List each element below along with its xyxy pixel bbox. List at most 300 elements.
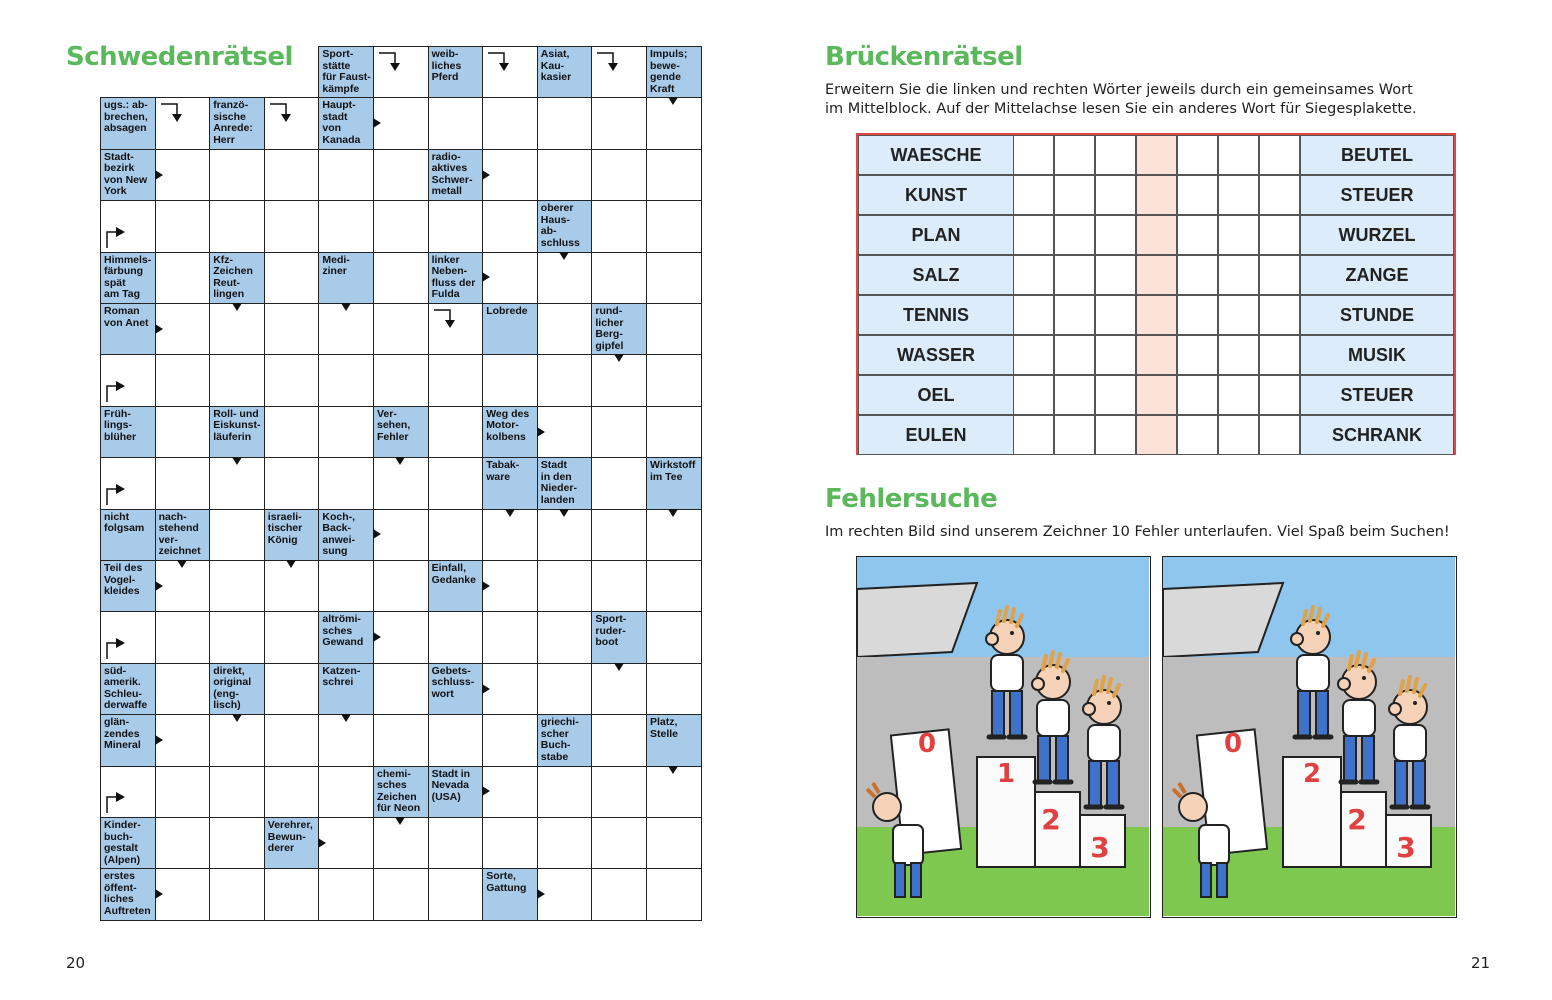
answer-cell[interactable] [373, 252, 429, 305]
bridge-answer-cell[interactable] [1218, 375, 1259, 415]
answer-cell[interactable] [537, 766, 593, 819]
answer-cell[interactable] [591, 766, 647, 819]
answer-cell[interactable] [209, 766, 265, 819]
clue-text-line: Schleu- [104, 687, 142, 700]
clue-cell [428, 149, 484, 202]
answer-cell[interactable] [646, 406, 702, 459]
bridge-answer-cell[interactable] [1218, 335, 1259, 375]
answer-cell[interactable] [373, 560, 429, 613]
clue-text-line: von New [104, 173, 148, 186]
clue-cell [100, 560, 156, 613]
bridge-answer-cell[interactable] [1095, 415, 1136, 455]
clue-text-line: schrei [322, 676, 354, 689]
bridge-right-word: STEUER [1300, 375, 1454, 415]
answer-cell[interactable] [318, 457, 374, 510]
bridge-answer-cell[interactable] [1054, 415, 1095, 455]
bridge-answer-cell[interactable] [1177, 215, 1218, 255]
bent-arrow-icon [104, 380, 128, 404]
answer-cell[interactable] [209, 817, 265, 870]
clue-text-line: Stadt [540, 459, 568, 472]
podium-number: 0 [1223, 729, 1243, 759]
answer-cell[interactable] [591, 149, 647, 202]
clue-cell [482, 457, 538, 510]
answer-cell[interactable] [482, 611, 538, 664]
answer-cell[interactable] [318, 200, 374, 253]
clue-cell [537, 457, 593, 510]
down-arrow-icon [558, 250, 570, 262]
bent-arrow-icon [595, 50, 619, 74]
bridge-answer-cell[interactable] [1013, 175, 1054, 215]
clue-text-line: Kraft [650, 82, 675, 95]
clue-text-line: König [267, 533, 298, 546]
clue-cell [318, 46, 374, 99]
answer-cell[interactable] [155, 817, 211, 870]
answer-cell[interactable] [155, 354, 211, 407]
answer-cell[interactable] [428, 354, 484, 407]
clue-cell [537, 200, 593, 253]
answer-cell[interactable] [155, 200, 211, 253]
answer-cell[interactable] [318, 868, 374, 921]
clue-text-line: Back- [322, 522, 351, 535]
clue-text-line: derwaffe [104, 699, 148, 712]
bent-arrow-icon [377, 50, 401, 74]
bridge-answer-cell[interactable] [1218, 135, 1259, 175]
answer-cell[interactable] [537, 354, 593, 407]
clue-text-line: Lobrede [486, 305, 528, 317]
bridge-answer-cell[interactable] [1259, 295, 1300, 335]
clue-text-line: Motor- [486, 419, 519, 432]
bent-arrow-icon [104, 791, 128, 815]
answer-cell[interactable] [591, 406, 647, 459]
bent-arrow-icon [159, 101, 183, 125]
clue-text-line: Vogel- [104, 573, 136, 586]
down-arrow-icon [394, 455, 406, 467]
answer-cell[interactable] [264, 663, 320, 716]
bridge-answer-cell[interactable] [1218, 295, 1259, 335]
bridge-answer-cell[interactable] [1054, 255, 1095, 295]
clue-text-line: in den [540, 470, 572, 483]
spot-difference-title: Fehlersuche [825, 484, 998, 514]
clue-text-line: von Anet [104, 316, 149, 329]
clue-text-line: zendes [104, 727, 140, 740]
bridge-answer-cell[interactable] [1095, 255, 1136, 295]
clue-text-line: ziner [322, 265, 347, 278]
answer-cell[interactable] [428, 97, 484, 150]
bridge-solution-cell[interactable] [1136, 415, 1177, 455]
answer-cell[interactable] [537, 611, 593, 664]
bridge-answer-cell[interactable] [1177, 335, 1218, 375]
clue-text-line: Neben- [431, 265, 468, 278]
answer-cell[interactable] [264, 611, 320, 664]
answer-cell[interactable] [428, 200, 484, 253]
bridge-answer-cell[interactable] [1177, 255, 1218, 295]
clue-text-line: Haus- [540, 213, 570, 226]
answer-cell[interactable] [482, 97, 538, 150]
down-arrow-icon [285, 558, 297, 570]
clue-text-line: stadt [322, 110, 348, 123]
clue-text-line: (USA) [431, 790, 461, 803]
answer-cell[interactable] [373, 868, 429, 921]
right-arrow-icon [480, 785, 492, 797]
answer-cell[interactable] [264, 457, 320, 510]
bridge-puzzle-title: Brückenrätsel [825, 42, 1023, 72]
bridge-solution-cell[interactable] [1136, 215, 1177, 255]
original-cartoon [856, 556, 1151, 918]
clue-text-line: anwei- [322, 533, 356, 546]
bridge-left-word: WASSER [858, 335, 1014, 375]
clue-text-line: Impuls; [650, 48, 688, 60]
bridge-right-word: STEUER [1300, 175, 1454, 215]
clue-text-line: am Tag [104, 288, 140, 301]
clue-text-line: lings- [104, 419, 132, 432]
clue-text-line: Pferd [431, 71, 459, 83]
answer-cell[interactable] [646, 303, 702, 356]
page-number-right: 21 [1471, 954, 1491, 972]
answer-cell[interactable] [591, 560, 647, 613]
clue-cell [155, 509, 211, 562]
bridge-solution-cell[interactable] [1136, 295, 1177, 335]
answer-cell[interactable] [373, 303, 429, 356]
clue-text-line: Stelle [650, 727, 679, 740]
answer-cell[interactable] [373, 354, 429, 407]
clue-text-line: landen [540, 493, 575, 506]
cartoon-illustration [1163, 557, 1455, 916]
clue-cell [100, 303, 156, 356]
bridge-answer-cell[interactable] [1259, 175, 1300, 215]
bridge-answer-cell[interactable] [1013, 135, 1054, 175]
clue-cell [428, 46, 484, 99]
bridge-solution-cell[interactable] [1136, 135, 1177, 175]
clue-text-line: Mineral [104, 739, 141, 752]
right-arrow-icon [480, 580, 492, 592]
clue-cell [100, 149, 156, 202]
answer-cell[interactable] [591, 868, 647, 921]
bridge-answer-cell[interactable] [1177, 135, 1218, 175]
crossword-title: Schwedenrätsel [66, 42, 293, 72]
answer-cell[interactable] [209, 200, 265, 253]
clue-text-line: Gebets- [431, 664, 471, 677]
clue-text-line: öffent- [104, 881, 137, 894]
answer-cell[interactable] [537, 303, 593, 356]
bridge-answer-cell[interactable] [1095, 335, 1136, 375]
answer-cell[interactable] [264, 868, 320, 921]
answer-cell[interactable] [155, 406, 211, 459]
answer-cell[interactable] [646, 611, 702, 664]
answer-cell[interactable] [482, 354, 538, 407]
bridge-right-word: ZANGE [1300, 255, 1454, 295]
bridge-answer-cell[interactable] [1259, 135, 1300, 175]
answer-cell[interactable] [428, 868, 484, 921]
answer-cell[interactable] [482, 200, 538, 253]
clue-text-line: Gattung [486, 881, 527, 894]
bridge-answer-cell[interactable] [1095, 215, 1136, 255]
answer-cell[interactable] [591, 457, 647, 510]
page-number-left: 20 [66, 954, 86, 972]
clue-text-line: fluss der [431, 276, 476, 289]
bridge-answer-cell[interactable] [1054, 215, 1095, 255]
clue-text-line: Ver- [377, 407, 397, 420]
clue-text-line: brechen, [104, 110, 148, 123]
clue-cell [209, 97, 265, 150]
bridge-answer-cell[interactable] [1218, 415, 1259, 455]
clue-text-line: tischer [267, 522, 303, 535]
answer-cell[interactable] [209, 354, 265, 407]
clue-text-line: nach- [158, 510, 187, 523]
answer-cell[interactable] [373, 714, 429, 767]
clue-text-line: Berg- [595, 328, 623, 340]
bridge-answer-cell[interactable] [1259, 415, 1300, 455]
clue-text-line: weib- [431, 48, 459, 60]
answer-cell[interactable] [646, 560, 702, 613]
bridge-left-word: PLAN [858, 215, 1014, 255]
bridge-row [858, 255, 1454, 295]
clue-text-line: folgsam [104, 522, 145, 535]
bridge-solution-cell[interactable] [1136, 335, 1177, 375]
answer-cell[interactable] [318, 406, 374, 459]
clue-text-line: gestalt [104, 842, 138, 854]
bridge-solution-cell[interactable] [1136, 175, 1177, 215]
bridge-answer-cell[interactable] [1013, 215, 1054, 255]
bridge-answer-cell[interactable] [1177, 415, 1218, 455]
clue-text-line: blüher [104, 430, 137, 443]
clue-text-line: Früh- [104, 407, 131, 420]
right-arrow-icon [316, 837, 328, 849]
podium-number: 3 [1396, 831, 1416, 864]
bridge-answer-cell[interactable] [1218, 175, 1259, 215]
answer-cell[interactable] [428, 457, 484, 510]
clue-text-line: von [322, 122, 342, 135]
answer-cell[interactable] [482, 817, 538, 870]
bridge-left-word: OEL [858, 375, 1014, 415]
clue-cell [591, 303, 647, 356]
bridge-answer-cell[interactable] [1054, 295, 1095, 335]
answer-cell[interactable] [318, 354, 374, 407]
answer-cell[interactable] [428, 611, 484, 664]
clue-text-line: Schwer- [431, 173, 473, 186]
answer-cell[interactable] [209, 560, 265, 613]
clue-text-line: licher [595, 316, 624, 329]
bridge-answer-cell[interactable] [1177, 375, 1218, 415]
swedish-crossword-grid [0, 0, 760, 940]
clue-cell [100, 868, 156, 921]
clue-text-line: kasier [540, 71, 572, 83]
clue-text-line: ab- [540, 225, 557, 238]
bridge-answer-cell[interactable] [1054, 175, 1095, 215]
bridge-answer-cell[interactable] [1259, 335, 1300, 375]
answer-cell[interactable] [155, 457, 211, 510]
clue-text-line: färbung [104, 265, 144, 278]
clue-text-line: absagen [104, 122, 147, 135]
answer-cell[interactable] [591, 817, 647, 870]
answer-cell[interactable] [591, 714, 647, 767]
clue-text-line: linker [431, 253, 460, 266]
clue-text-line: metall [431, 185, 462, 198]
bent-arrow-icon [432, 307, 456, 331]
bridge-puzzle-intro [825, 81, 1465, 119]
answer-cell[interactable] [591, 252, 647, 305]
clue-text-line: Tabak- [486, 459, 520, 472]
answer-cell[interactable] [646, 149, 702, 202]
answer-cell[interactable] [209, 868, 265, 921]
clue-text-line: sehen, [377, 419, 411, 432]
clue-text-line: Himmels- [104, 253, 152, 266]
answer-cell[interactable] [264, 354, 320, 407]
bridge-right-word: MUSIK [1300, 335, 1454, 375]
clue-cell [537, 714, 593, 767]
clue-text-line: Einfall, [431, 562, 467, 574]
clue-cell [318, 509, 374, 562]
bridge-answer-cell[interactable] [1095, 135, 1136, 175]
clue-text-line: Kau- [540, 59, 565, 72]
clue-cell [318, 97, 374, 150]
answer-cell[interactable] [209, 149, 265, 202]
bridge-answer-cell[interactable] [1013, 255, 1054, 295]
clue-text-line: Haupt- [322, 99, 356, 112]
answer-cell[interactable] [318, 766, 374, 819]
clue-text-line: original [213, 676, 252, 689]
bridge-answer-cell[interactable] [1259, 375, 1300, 415]
answer-cell[interactable] [591, 97, 647, 150]
bridge-answer-cell[interactable] [1259, 255, 1300, 295]
bridge-answer-cell[interactable] [1013, 335, 1054, 375]
answer-cell[interactable] [155, 663, 211, 716]
bridge-solution-cell[interactable] [1136, 375, 1177, 415]
clue-cell [428, 663, 484, 716]
answer-cell[interactable] [537, 560, 593, 613]
clue-text-line: Auftreten [104, 904, 151, 917]
bridge-answer-cell[interactable] [1054, 375, 1095, 415]
clue-cell [100, 817, 156, 870]
clue-text-line: Fulda [431, 288, 460, 301]
clue-text-line: derer [267, 842, 295, 854]
clue-text-line: Fehler [377, 430, 409, 443]
bridge-answer-cell[interactable] [1177, 175, 1218, 215]
answer-cell[interactable] [646, 200, 702, 253]
bridge-right-word: STUNDE [1300, 295, 1454, 335]
clue-text-line: Stadt- [104, 150, 134, 163]
answer-cell[interactable] [264, 252, 320, 305]
answer-cell[interactable] [264, 149, 320, 202]
clue-cell [646, 457, 702, 510]
answer-cell[interactable] [537, 149, 593, 202]
clue-text-line: lisch) [213, 699, 241, 712]
answer-cell[interactable] [646, 868, 702, 921]
down-arrow-icon [613, 352, 625, 364]
clue-text-line: wort [431, 687, 454, 700]
bridge-answer-cell[interactable] [1095, 175, 1136, 215]
clue-cell [482, 868, 538, 921]
bridge-answer-cell[interactable] [1013, 295, 1054, 335]
bridge-answer-cell[interactable] [1259, 215, 1300, 255]
answer-cell[interactable] [646, 817, 702, 870]
clue-text-line: Gedanke [431, 573, 476, 586]
right-arrow-icon [535, 888, 547, 900]
answer-cell[interactable] [537, 97, 593, 150]
answer-cell[interactable] [373, 663, 429, 716]
answer-cell[interactable] [428, 714, 484, 767]
down-arrow-icon [231, 301, 243, 313]
bridge-answer-cell[interactable] [1177, 295, 1218, 335]
clue-text-line: Stadt in [431, 767, 471, 780]
changed-cartoon [1162, 556, 1457, 918]
answer-cell[interactable] [373, 200, 429, 253]
answer-cell[interactable] [318, 149, 374, 202]
answer-cell[interactable] [537, 663, 593, 716]
podium-number: 2 [1347, 803, 1367, 836]
clue-text-line: Bewun- [267, 830, 306, 843]
clue-text-line: glän- [104, 716, 130, 729]
clue-text-line: im Tee [650, 470, 683, 483]
answer-cell[interactable] [591, 509, 647, 562]
bridge-answer-cell[interactable] [1013, 375, 1054, 415]
answer-cell[interactable] [482, 714, 538, 767]
clue-cell [482, 406, 538, 459]
answer-cell[interactable] [264, 303, 320, 356]
answer-cell[interactable] [428, 817, 484, 870]
bridge-solution-cell[interactable] [1136, 255, 1177, 295]
answer-cell[interactable] [318, 560, 374, 613]
answer-cell[interactable] [646, 252, 702, 305]
down-arrow-icon [231, 455, 243, 467]
clue-text-line: Wirkstoff [650, 459, 696, 472]
down-arrow-icon [504, 507, 516, 519]
clue-cell [100, 406, 156, 459]
bridge-answer-cell[interactable] [1095, 375, 1136, 415]
answer-cell[interactable] [646, 354, 702, 407]
bridge-row [858, 335, 1454, 375]
clue-text-line: kleides [104, 585, 140, 597]
bridge-answer-cell[interactable] [1013, 415, 1054, 455]
clue-text-line: Sport- [595, 613, 627, 626]
clue-cell [209, 663, 265, 716]
clue-text-line: stabe [540, 750, 569, 763]
answer-cell[interactable] [591, 200, 647, 253]
clue-text-line: franzö- [213, 99, 249, 112]
clue-text-line: kämpfe [322, 82, 360, 95]
bridge-answer-cell[interactable] [1054, 135, 1095, 175]
bridge-answer-cell[interactable] [1054, 335, 1095, 375]
down-arrow-icon [340, 301, 352, 313]
answer-cell[interactable] [209, 509, 265, 562]
bridge-answer-cell[interactable] [1218, 215, 1259, 255]
answer-cell[interactable] [155, 766, 211, 819]
bent-arrow-icon [486, 50, 510, 74]
bridge-answer-cell[interactable] [1218, 255, 1259, 295]
answer-cell[interactable] [264, 714, 320, 767]
answer-cell[interactable] [155, 252, 211, 305]
clue-text-line: Buch- [540, 739, 571, 752]
podium-number: 2 [1041, 803, 1061, 836]
clue-cell [264, 509, 320, 562]
answer-cell[interactable] [155, 611, 211, 664]
bridge-left-word: KUNST [858, 175, 1014, 215]
answer-cell[interactable] [264, 766, 320, 819]
answer-cell[interactable] [537, 817, 593, 870]
answer-cell[interactable] [264, 406, 320, 459]
answer-cell[interactable] [646, 663, 702, 716]
answer-cell[interactable] [428, 509, 484, 562]
clue-text-line: Kfz- [213, 253, 234, 266]
answer-cell[interactable] [209, 611, 265, 664]
answer-cell[interactable] [264, 200, 320, 253]
podium-number: 1 [996, 759, 1016, 789]
bridge-answer-cell[interactable] [1095, 295, 1136, 335]
answer-cell[interactable] [373, 149, 429, 202]
down-arrow-icon [613, 661, 625, 673]
clue-text-line: griechi- [540, 716, 579, 729]
clue-text-line: direkt, [213, 664, 245, 677]
answer-cell[interactable] [428, 406, 484, 459]
